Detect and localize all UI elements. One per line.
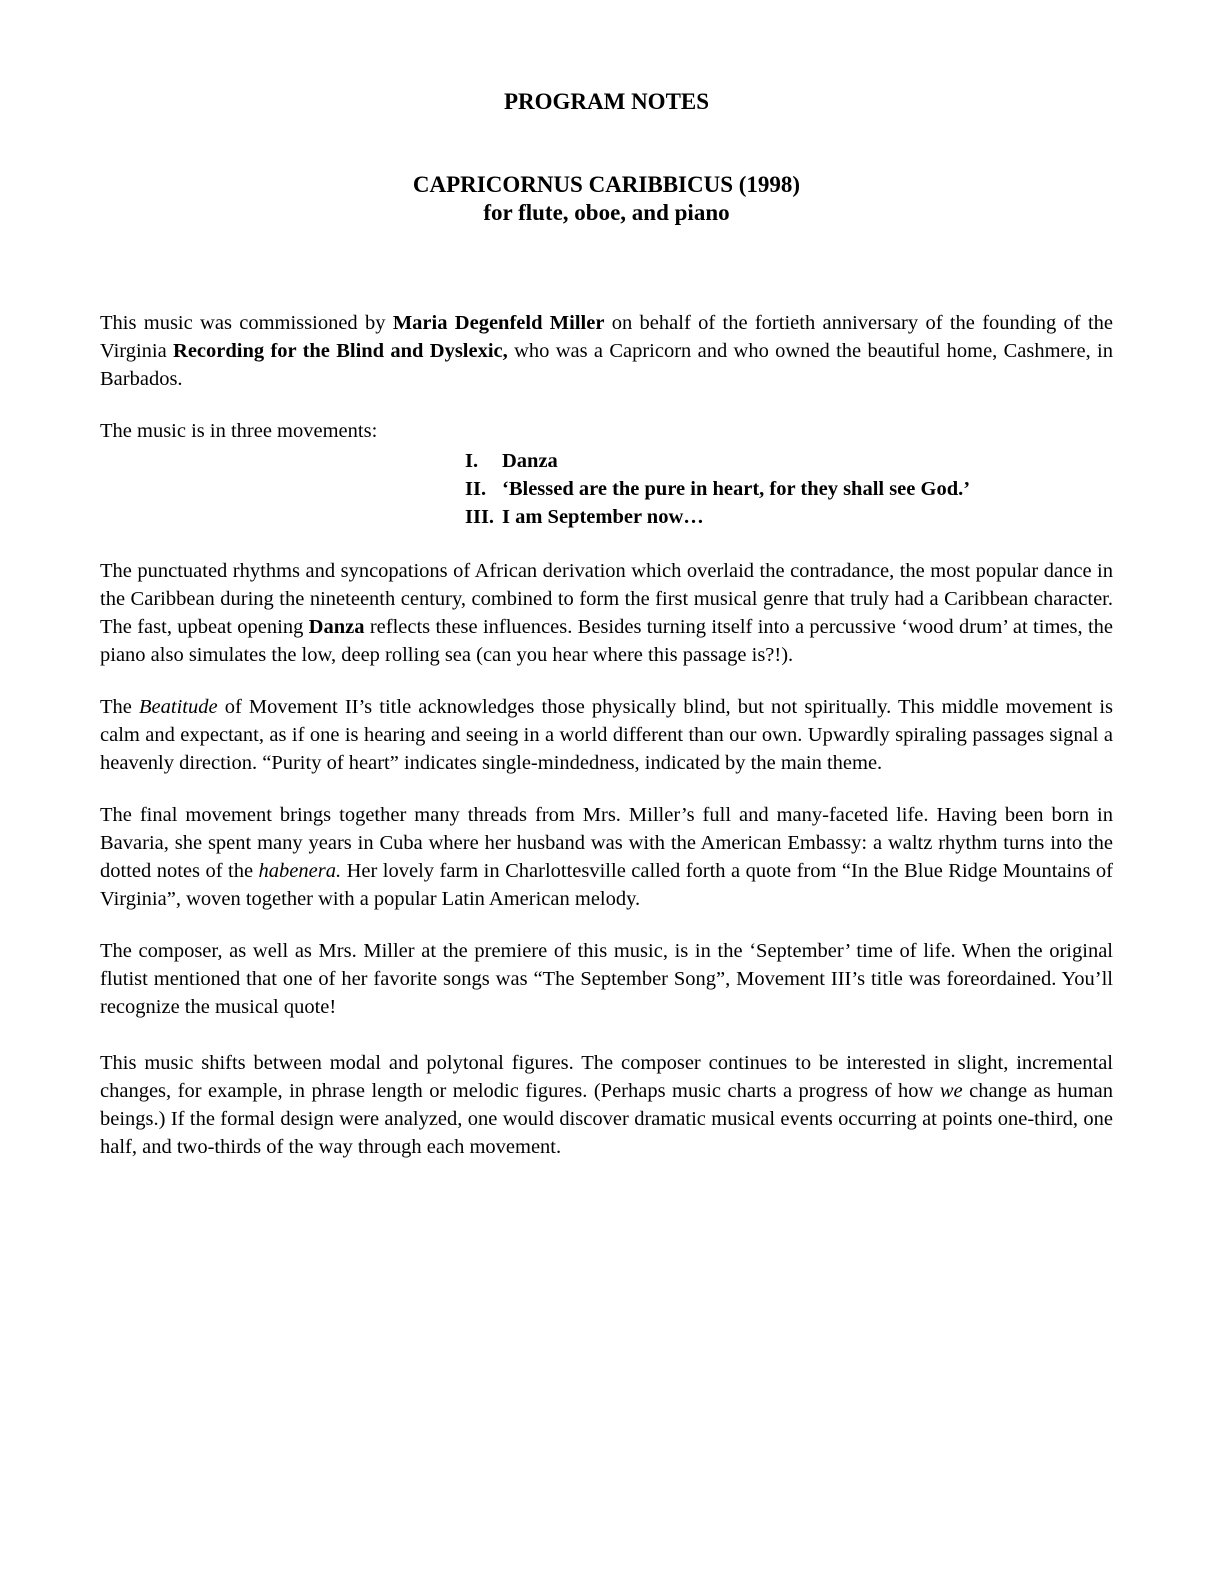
work-title: CAPRICORNUS CARIBBICUS (1998) [412, 172, 801, 197]
paragraph-modal-polytonal: This music shifts between modal and polytonal figures. The composer continues to be interested in slight, incremental changes, for example, in phrase length or melodic figures. (Perhaps music charts a progress of how we change as human beings.) If the formal design were analyzed, one would discover dramatic musical events occurring at points one-third, one half, and two-thirds of the way through each movement. [100, 1052, 1113, 1158]
paragraph-final-movement: The final movement brings together many threads from Mrs. Miller’s full and many-faceted life. Having been born in Bavaria, she spent many years in Cuba where her husband was with the American Embassy: a waltz rhythm turns into the dotted notes of the habenera. Her lovely farm in Charlottesville called forth a quote from “In the Blue Ridge Mountains of Virginia”, woven together with a popular Latin American melody. [100, 804, 1113, 910]
paragraph-commission: This music was commissioned by Maria Degenfeld Miller on behalf of the fortieth anniversary of the founding of the Virginia Recording for the Blind and Dyslexic, who was a Capricorn and who owned the beautiful home, Cashmere, in Barbados. [100, 312, 1113, 390]
movements-list [465, 447, 1113, 531]
movement-title: I am September now… [502, 506, 704, 528]
page-title: PROGRAM NOTES [503, 89, 710, 114]
work-heading [100, 171, 1113, 227]
movement-item-2 [465, 475, 1113, 503]
movement-title: ‘Blessed are the pure in heart, for they shall see God.’ [502, 478, 971, 500]
paragraph-september: The composer, as well as Mrs. Miller at the premiere of this music, is in the ‘September’ time of life. When the original flutist mentioned that one of her favorite songs was “The September Song”, Movement III’s title was foreordained. You’ll recognize the musical quote! [100, 940, 1113, 1018]
movement-title: Danza [502, 450, 558, 472]
paragraph-beatitude: The Beatitude of Movement II’s title acknowledges those physically blind, but not spiritually. This middle movement is calm and expectant, as if one is hearing and seeing in a world different than our own. Upwardly spiraling passages signal a heavenly direction. “Purity of heart” indicates single-mindedness, indicated by the main theme. [100, 696, 1113, 774]
paragraph-danza: The punctuated rhythms and syncopations of African derivation which overlaid the contradance, the most popular dance in the Caribbean during the nineteenth century, combined to form the first musical genre that truly had a Caribbean character. The fast, upbeat opening Danza reflects these influences. Besides turning itself into a percussive ‘wood drum’ at times, the piano also simulates the low, deep rolling sea (can you hear where this passage is?!). [100, 560, 1113, 666]
movement-numeral: II. [465, 478, 487, 500]
movement-item-1 [465, 447, 1113, 475]
movement-numeral: I. [465, 450, 479, 472]
movement-numeral: III. [465, 506, 495, 528]
movements-lead: The music is in three movements: [100, 420, 378, 442]
work-instrumentation: for flute, oboe, and piano [483, 200, 730, 225]
movement-item-3 [465, 503, 1113, 531]
